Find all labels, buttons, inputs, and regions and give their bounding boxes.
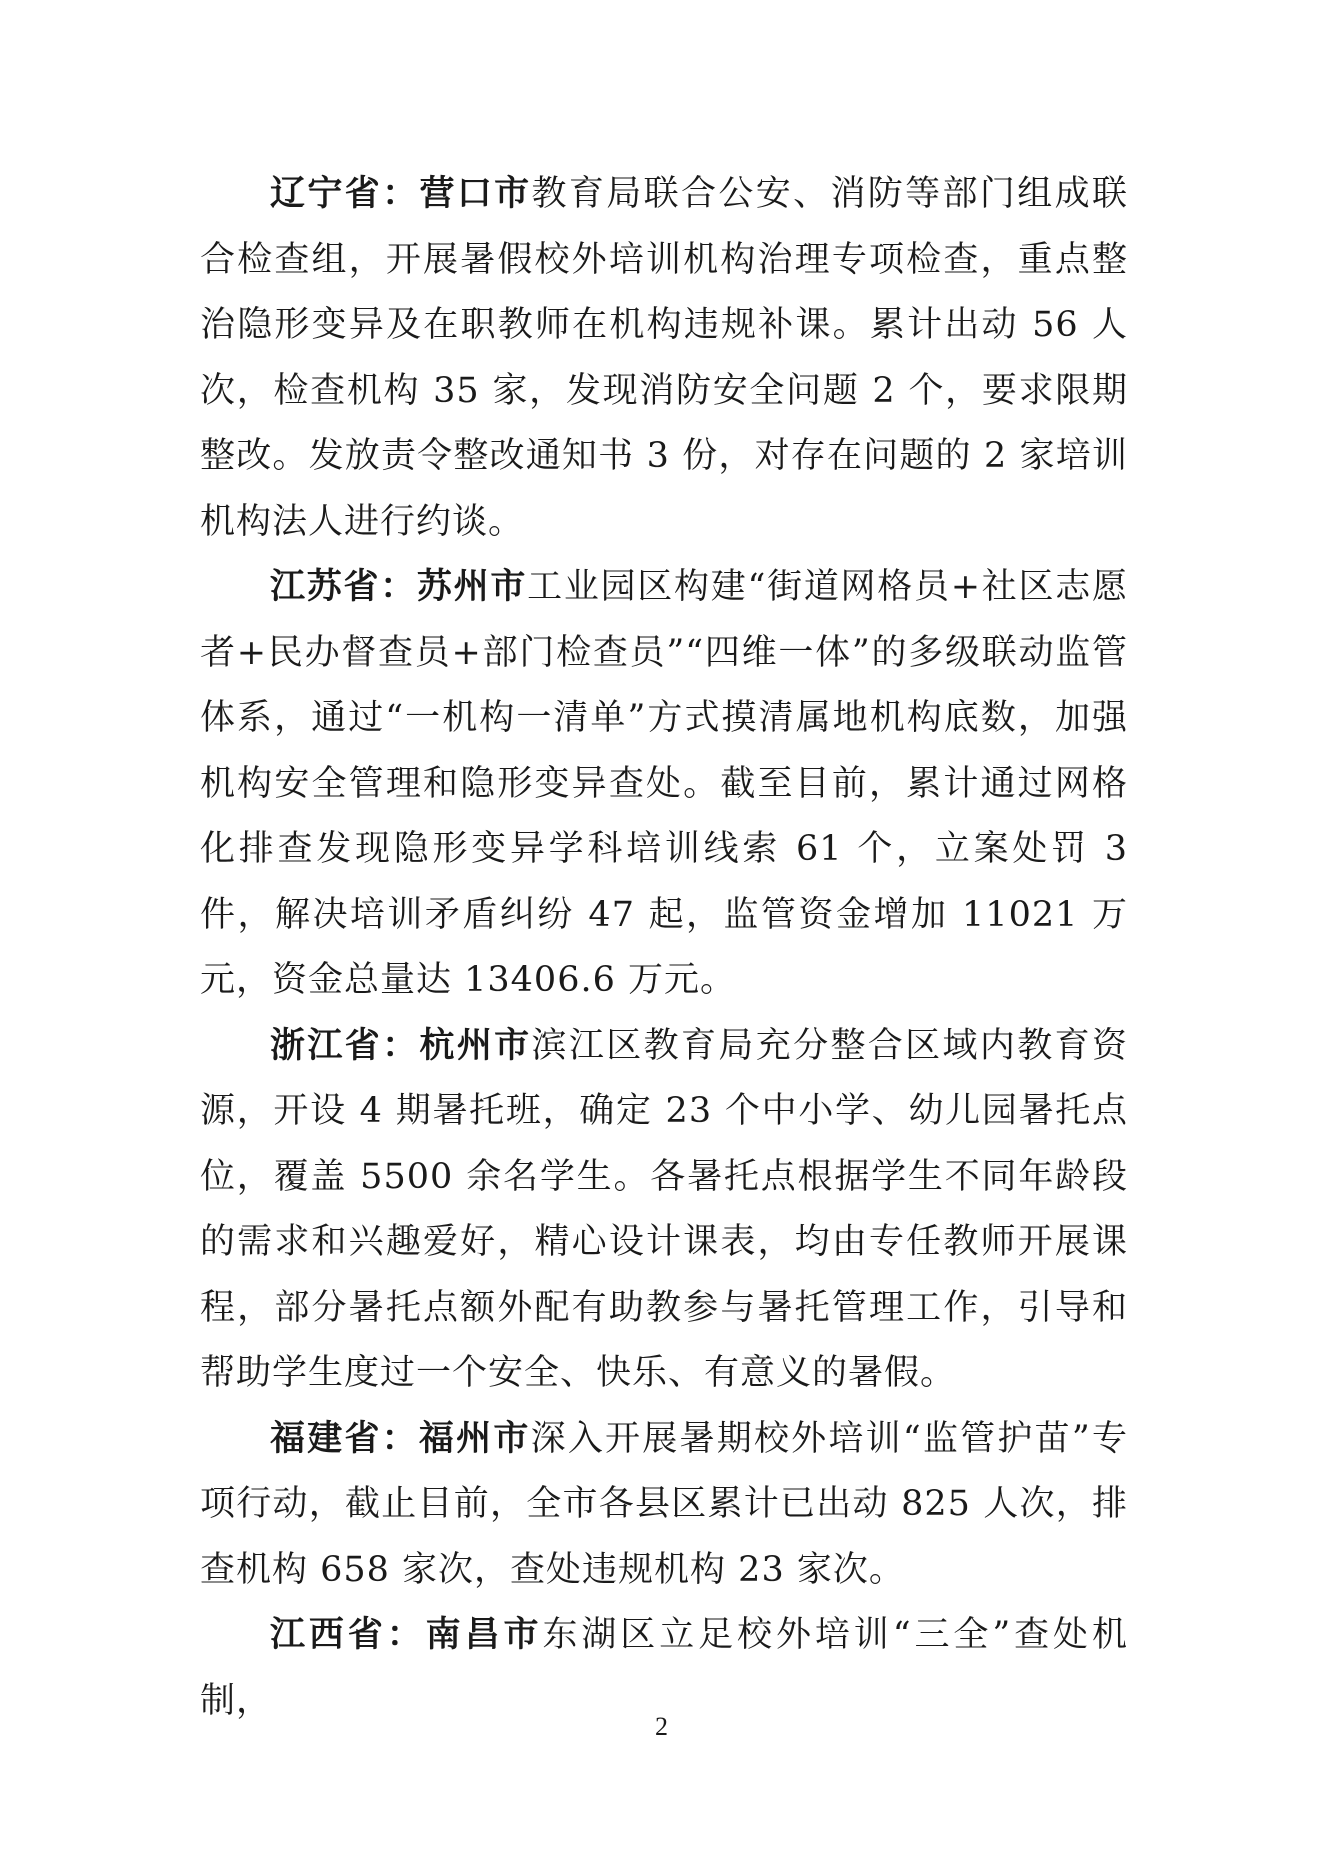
province-label: 辽宁省： (270, 174, 420, 214)
province-label: 福建省： (270, 1418, 419, 1459)
paragraph-jiangsu (200, 555, 1128, 1014)
province-label: 浙江省： (270, 1025, 420, 1066)
paragraph-liaoning (200, 162, 1128, 555)
province-label: 江西省： (270, 1615, 426, 1655)
paragraph-text: 教育局联合公安、消防等部门组成联合检查组，开展暑假校外培训机构治理专项检查，重点整治隐形变异及在职教师在机构违规补课。累计出动 56 人次，检查机构 35 家，发现消防安全问题 2 个，要求限期整改。发放责令整改通知书 3 份，对存在问题的 2 家培训机构法人进行约谈。 (200, 174, 1128, 542)
document-body (200, 162, 1128, 1734)
paragraph-fujian (200, 1407, 1128, 1604)
city-label: 南昌市 (425, 1615, 543, 1655)
paragraph-text: 深入开展暑期校外培训“监管护苗”专项行动，截止目前，全市各县区累计已出动 825 人次，排查机构 658 家次，查处违规机构 23 家次。 (200, 1418, 1128, 1590)
city-label: 苏州市 (416, 567, 528, 607)
paragraph-text: 滨江区教育局充分整合区域内教育资源，开设 4 期暑托班，确定 23 个中小学、幼儿园暑托点位，覆盖 5500 余名学生。各暑托点根据学生不同年龄段的需求和兴趣爱好，精心设计课表，均由专任教师开展课程，部分暑托点额外配有助教参与暑托管理工作，引导和帮助学生度过一个安全、快乐、有意义的暑假。 (200, 1025, 1128, 1393)
paragraph-text: 东湖区立足校外培训“三全”查处机制， (200, 1615, 1128, 1721)
province-label: 江苏省： (270, 567, 417, 607)
paragraph-zhejiang (200, 1014, 1128, 1407)
paragraph-text: 工业园区构建“街道网格员+社区志愿者+民办督查员+部门检查员”“四维一体”的多级联动监管体系，通过“一机构一清单”方式摸清属地机构底数，加强机构安全管理和隐形变异查处。截至目前，累计通过网格化排查发现隐形变异学科培训线索 61 个，立案处罚 3 件，解决培训矛盾纠纷 47 起，监管资金增加 11021 万元，资金总量达 13406.6 万元。 (200, 567, 1128, 1000)
city-label: 营口市 (419, 174, 532, 214)
city-label: 福州市 (418, 1418, 531, 1459)
page-number: 2 (655, 1712, 668, 1741)
city-label: 杭州市 (419, 1025, 532, 1066)
